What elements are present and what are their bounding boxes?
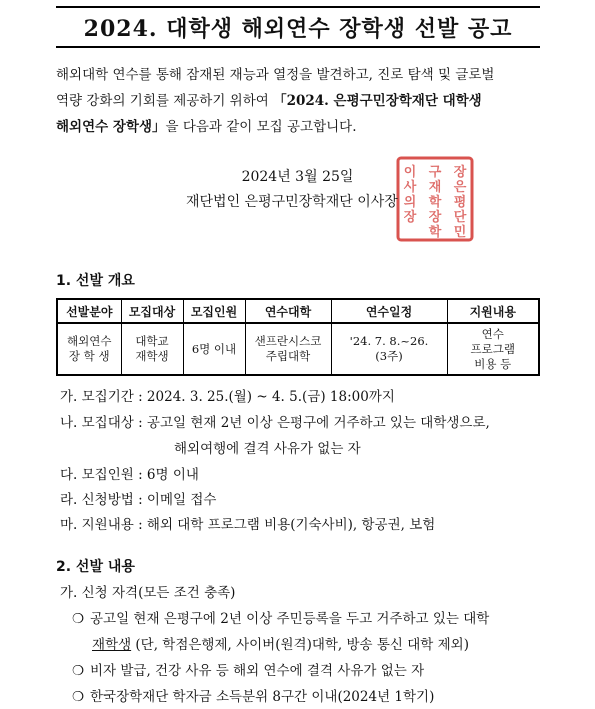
table-row	[57, 323, 539, 375]
item-text: 한국장학재단 학자금 소득분위 8구간 이내(2024년 1학기)	[90, 689, 435, 705]
seal-glyph: 장	[428, 210, 442, 225]
cell-line: 연수	[481, 326, 504, 341]
item-text: 비자 발급, 건강 사유 등 해외 연수에 결격 사유가 없는 자	[90, 663, 425, 679]
item-label: 나. 모집대상 :	[60, 415, 147, 431]
item-label: 다. 모집인원 :	[60, 467, 147, 483]
cell-field	[57, 323, 121, 375]
seal-glyph: 재	[428, 180, 442, 195]
cell-support	[447, 323, 539, 375]
header-count: 모집인원	[183, 299, 245, 323]
section-2-subtitle: 가. 신청 자격(모든 조건 충족)	[60, 585, 236, 601]
item-text: 해외 대학 프로그램 비용(기숙사비), 항공권, 보험	[146, 517, 436, 533]
cell-schedule	[331, 323, 447, 375]
item-text: 이메일 접수	[146, 492, 217, 508]
list-item-qualification-3	[72, 685, 434, 705]
intro-line-2-text: 역량 강화의 기회를 제공하기 위하여	[56, 93, 274, 109]
cell-line: 프로그램	[470, 341, 515, 356]
list-item-qualification-2	[72, 659, 424, 679]
title-bar	[56, 6, 540, 48]
seal-glyph: 은	[453, 180, 467, 195]
header-support: 지원내용	[447, 299, 539, 323]
item-label: 마. 지원내용 :	[60, 517, 147, 533]
header-field: 선발분야	[57, 299, 121, 323]
intro-paragraph	[56, 62, 542, 140]
seal-glyph: 학	[428, 225, 442, 240]
cell-line: 샌프란시스코	[254, 334, 322, 348]
item-text: (단, 학점은행제, 사이버(원격)대학, 방송 통신 대학 제외)	[131, 637, 469, 653]
cell-line: (3주)	[375, 349, 403, 363]
intro-line-1: 해외대학 연수를 통해 잠재된 재능과 열정을 발견하고, 진로 탐색 및 글로벌	[56, 67, 495, 83]
list-item-target-cont: 해외여행에 결격 사유가 없는 자	[174, 441, 361, 457]
page-title: 2024. 대학생 해외연수 장학생 선발 공고	[83, 15, 513, 42]
cell-line: 장 학 생	[68, 349, 110, 363]
list-item-method	[60, 488, 216, 508]
seal-glyph: 단	[453, 210, 467, 225]
cell-line: 해외연수	[67, 334, 112, 348]
list-item-qualification-1-cont	[92, 633, 469, 653]
header-university: 연수대학	[245, 299, 331, 323]
cell-count: 6명 이내	[183, 323, 245, 375]
header-schedule: 연수일정	[331, 299, 447, 323]
seal-glyph: 장	[453, 165, 467, 180]
cell-line: 비용 등	[474, 356, 512, 371]
bullet-icon: ❍	[72, 689, 85, 705]
item-text: 6명 이내	[146, 467, 199, 483]
cell-target	[121, 323, 183, 375]
item-text: 공고일 현재 은평구에 2년 이상 주민등록을 두고 거주하고 있는 대학	[90, 611, 490, 627]
seal-glyph: 이	[403, 165, 417, 180]
seal-glyph: 사	[403, 180, 417, 195]
overview-table	[56, 298, 540, 376]
cell-line: 재학생	[135, 349, 169, 363]
list-item-period	[60, 385, 395, 405]
seal-glyph: 구	[428, 165, 442, 180]
section-1-title: 1. 선발 개요	[56, 273, 135, 289]
section-2-title: 2. 선발 내용	[56, 559, 135, 575]
bullet-icon: ❍	[72, 611, 85, 627]
cell-line: 대학교	[135, 334, 169, 348]
seal-glyph: 장	[403, 210, 417, 225]
issuer-name: 재단법인 은평구민장학재단 이사장	[186, 194, 398, 210]
intro-line-3	[56, 114, 542, 140]
intro-program-name-cont: 해외연수 장학생」	[56, 119, 166, 135]
intro-program-name: 「2024. 은평구민장학재단 대학생	[273, 93, 482, 109]
seal-glyph: 평	[453, 195, 467, 210]
cell-line: '24. 7. 8.~26.	[349, 334, 429, 348]
seal-glyph: 학	[428, 195, 442, 210]
list-item-target	[60, 411, 490, 431]
header-target: 모집대상	[121, 299, 183, 323]
cell-line: 주립대학	[265, 349, 311, 363]
announcement-date: 2024년 3월 25일	[241, 169, 354, 185]
item-text: 공고일 현재 2년 이상 은평구에 거주하고 있는 대학생으로,	[146, 415, 490, 431]
item-label: 가. 모집기간 :	[60, 389, 147, 405]
list-item-qualification-1	[72, 607, 489, 627]
official-seal	[396, 156, 474, 242]
seal-glyph: 의	[403, 195, 417, 210]
item-label: 라. 신청방법 :	[60, 492, 147, 508]
bullet-icon: ❍	[72, 663, 85, 679]
item-text: 2024. 3. 25.(월) ~ 4. 5.(금) 18:00까지	[146, 389, 395, 405]
list-item-support	[60, 513, 435, 533]
seal-glyph: 민	[453, 225, 467, 240]
intro-line-3-text: 을 다음과 같이 모집 공고합니다.	[165, 119, 357, 135]
table-header-row	[57, 299, 539, 323]
intro-line-2	[56, 88, 542, 114]
underlined-text: 재학생	[92, 637, 132, 653]
cell-university	[245, 323, 331, 375]
list-item-count	[60, 463, 199, 483]
